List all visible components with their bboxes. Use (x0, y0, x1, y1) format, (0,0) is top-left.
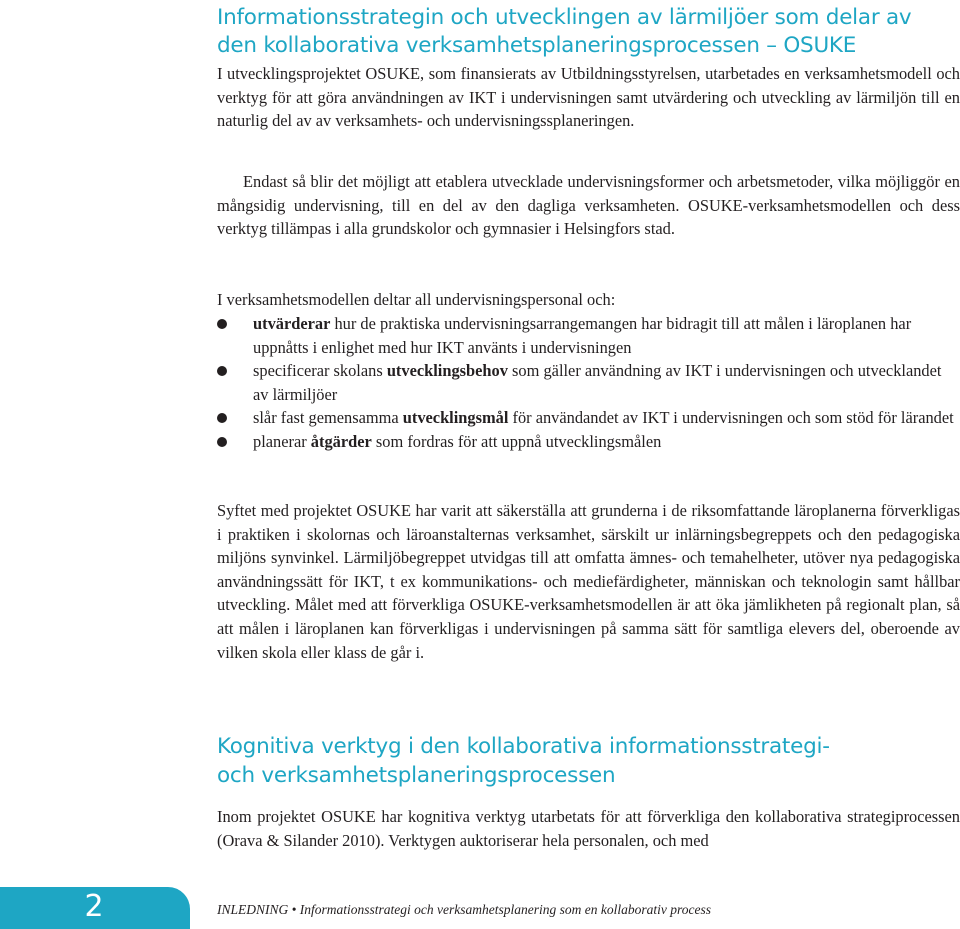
purpose-paragraph: Syftet med projektet OSUKE har varit att säkerställa att grunderna i de riksomfattande läroplanerna förverkligas i praktiken i skolornas och läroanstalternas verksamhet, särskilt ur inlärningsbegreppets och den pedagogiska miljöns synvinkel. Lärmiljöbegreppet utvidgas till att omfatta ämnes- och temahelheter, utöver nya pedagogiska användningssätt för IKT, t ex kommunikations- och mediefärdigheter, människan och teknologin samt hållbar utveckling. Målet med att förverkliga OSUKE-verksamhetsmodellen är att öka jämlikheten på regionalt plan, så att målen i läroplanen kan förverkligas i undervisningen på samma sätt för samtliga elevers del, oberoende av vilken skola eller klass de går i. (217, 501, 960, 662)
second-paragraph-text: Endast så blir det möjligt att etablera utvecklade undervisningsformer och arbetsmetoder, vilka möjliggör en mångsidig undervisning, till en del av den dagliga verksamheten. OSUKE-verksamhetsmodellen och dess verktyg tillämpas i alla grundskolor och gymnasier i Helsingfors stad. (217, 172, 960, 239)
bullet-icon (217, 366, 227, 376)
section-heading-cognitive-tools (217, 732, 957, 790)
heading-line: den kollaborativa verksamhetsplaneringsprocessen – OSUKE (217, 33, 857, 58)
bold-term: utvecklingsbehov (386, 361, 508, 381)
bullet-icon (217, 319, 227, 329)
footer-section: INLEDNING (217, 902, 289, 917)
bullet-icon (217, 437, 227, 447)
bold-term: utvärderar (253, 314, 331, 333)
bullet-icon (217, 413, 227, 423)
footer-title: Informationsstrategi och verksamhetsplanering som en kollaborativ process (299, 902, 711, 917)
list-item: specificerar skolans utvecklingsbehov som gäller användning av IKT i undervisningen och utvecklandet av lärmiljöer (217, 359, 960, 406)
section-heading-osuke (217, 4, 957, 60)
heading-line: Kognitiva verktyg i den kollaborativa informationsstrategi- (217, 734, 830, 759)
list-item: slår fast gemensamma utvecklingsmål för användandet av IKT i undervisningen och som stöd för lärandet (217, 406, 960, 430)
bold-term: utvecklingsmål (402, 408, 509, 428)
running-footer (217, 902, 711, 918)
heading-line: och verksamhetsplaneringsprocessen (217, 763, 616, 788)
footer-separator: • (288, 902, 300, 917)
list-item: planerar åtgärder som fordras för att uppnå utvecklingsmålen (217, 430, 960, 454)
page-number: 2 (84, 889, 104, 924)
second-paragraph (217, 170, 960, 241)
cognitive-tools-paragraph: Inom projektet OSUKE har kognitiva verktyg utarbetats för att förverkliga den kollaborativa strategiprocessen (Orava & Silander 2010). Verktygen auktoriserar hela personalen, och med (217, 807, 960, 850)
list-item: utvärderar hur de praktiska undervisningsarrangemangen har bidragit till att målen i läroplanen har uppnåtts i enlighet med hur IKT använts i undervisningen (217, 312, 960, 359)
heading-line: Informationsstrategin och utvecklingen av lärmiljöer som delar av (217, 5, 912, 30)
bold-term: åtgärder (310, 431, 372, 451)
bullet-list (217, 312, 960, 454)
list-intro: I verksamhetsmodellen deltar all undervisningspersonal och: (217, 290, 616, 309)
intro-paragraph: I utvecklingsprojektet OSUKE, som finansierats av Utbildningsstyrelsen, utarbetades en verksamhetsmodell och verktyg för att göra användningen av IKT i undervisningen samt utvärdering och utveckling av lärmiljön till en naturlig del av av verksamhets- och undervisningssplaneringen. (217, 64, 960, 131)
